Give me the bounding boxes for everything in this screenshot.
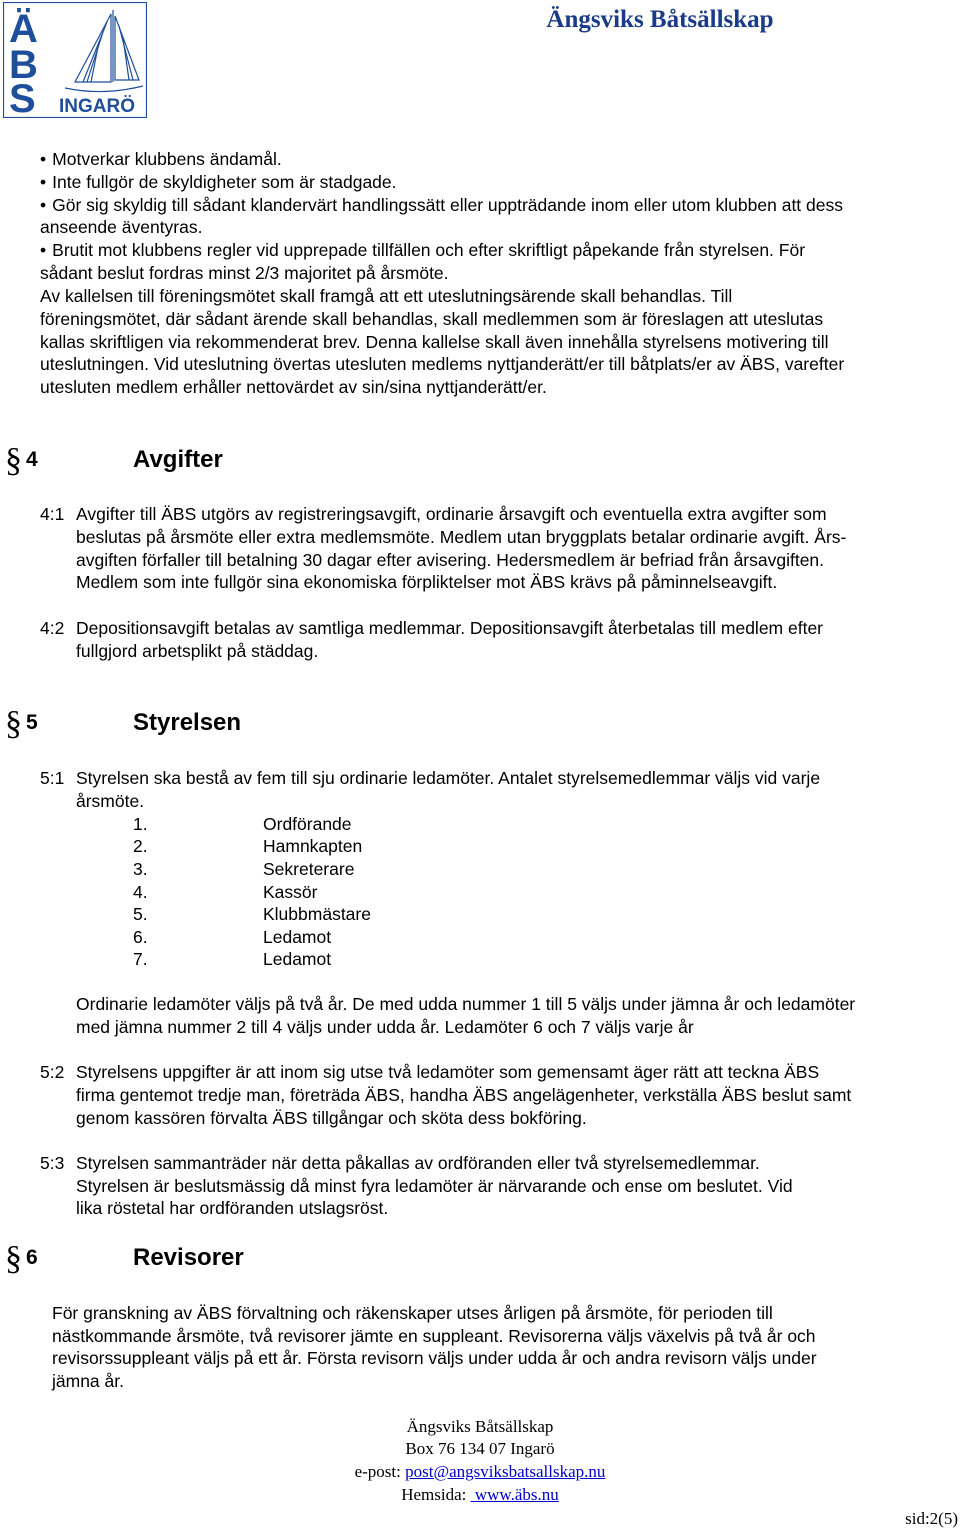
section-6-title: Revisorer <box>133 1244 244 1271</box>
footer-email-link[interactable]: post@angsviksbatsallskap.nu <box>405 1462 606 1481</box>
paragraph-line: jämna år. <box>52 1371 124 1391</box>
role-number: 7. <box>133 949 148 969</box>
bullet-continuation: anseende äventyras. <box>40 217 203 237</box>
footer-email-label: e-post: <box>354 1462 401 1481</box>
clause-line: avgiften förfaller till betalning 30 dagar efter avisering. Hedersmedlem är befriad från årsavgiften. <box>76 550 825 570</box>
clause-label: 5:3 <box>40 1153 65 1173</box>
header-title: Ängsviks Båtsällskap <box>546 6 774 33</box>
clause-line: fullgjord arbetsplikt på städdag. <box>76 641 319 661</box>
footer-address: Box 76 134 07 Ingarö <box>405 1439 555 1458</box>
role-name: Kassör <box>263 882 318 902</box>
bullet-item: • Inte fullgör de skyldigheter som är stadgade. <box>40 171 397 193</box>
logo-letter-a: Ä <box>9 7 38 51</box>
clause-line: Styrelsens uppgifter är att inom sig utse två ledamöter som gemensamt äger rätt att teckna ÄBS <box>76 1062 820 1082</box>
clause-line: genom kassören förvalta ÄBS tillgångar och sköta dess bokföring. <box>76 1108 587 1128</box>
clause-line: Styrelsen sammanträder när detta påkallas av ordföranden eller två styrelsemedlemmar. <box>76 1153 760 1173</box>
role-name: Klubbmästare <box>263 904 371 924</box>
page-number: sid:2(5) <box>905 1509 958 1528</box>
role-number: 1. <box>133 814 148 834</box>
section-4-title: Avgifter <box>133 446 223 473</box>
footer-web-label: Hemsida: <box>401 1485 467 1504</box>
clause-label: 4:2 <box>40 618 65 638</box>
clause-line: Medlem som inte fullgör sina ekonomiska förpliktelser mot ÄBS krävs på påminnelseavgift. <box>76 572 778 592</box>
role-name: Ledamot <box>263 949 332 969</box>
clause-line: lika röstetal har ordföranden utslagsröst. <box>76 1198 389 1218</box>
clause-label: 4:1 <box>40 504 65 524</box>
role-number: 4. <box>133 882 148 902</box>
role-number: 2. <box>133 836 148 856</box>
clause-label: 5:2 <box>40 1062 65 1082</box>
footer-web-row <box>0 1484 960 1506</box>
clause-line: beslutas på årsmöte eller extra medlemsmöte. Medlem utan bryggplats betalar ordinarie avgift. Års- <box>76 527 847 547</box>
clause-label: 5:1 <box>40 768 65 788</box>
section-6-number: 6 <box>26 1246 38 1269</box>
bullet-continuation: sådant beslut fordras minst 2/3 majoritet på årsmöte. <box>40 263 449 283</box>
paragraph-line: utesluten medlem erhåller nettovärdet av sin/sina nyttjanderätt/er. <box>40 377 547 397</box>
role-name: Sekreterare <box>263 859 355 879</box>
logo-text: INGARÖ <box>59 96 135 117</box>
footer-org: Ängsviks Båtsällskap <box>406 1417 554 1436</box>
paragraph-line: föreningsmötet, där sådant ärende skall behandlas, skall medlemmen som är föreslagen att uteslutas <box>40 309 824 329</box>
clause-line: Depositionsavgift betalas av samtliga medlemmar. Depositionsavgift återbetalas till medlem efter <box>76 618 824 638</box>
logo-graphic <box>3 2 147 118</box>
section-symbol: § <box>5 1240 22 1277</box>
logo-letter-s: S <box>9 77 36 118</box>
club-logo <box>3 2 147 118</box>
section-5-number: 5 <box>26 711 38 734</box>
paragraph-line: nästkommande årsmöte, två revisorer jämte en suppleant. Revisorerna väljs växelvis på två år och <box>52 1326 816 1346</box>
bullet-item: • Gör sig skyldig till sådant klandervärt handlingssätt eller uppträdande inom eller utom klubben att dess <box>40 194 843 216</box>
paragraph-line: revisorssuppleant väljs på ett år. Första revisorn väljs under udda år och andra revisorn väljs under <box>52 1348 817 1368</box>
paragraph-line: uteslutningen. Vid uteslutning övertas utesluten medlems nyttjanderätt/er till båtplats/er av ÄBS, varefter <box>40 354 845 374</box>
clause-line: Styrelsen ska bestå av fem till sju ordinarie ledamöter. Antalet styrelsemedlemmar väljs vid varje <box>76 768 821 788</box>
logo-letter-b: B <box>9 43 38 87</box>
role-number: 5. <box>133 904 148 924</box>
footer-email-row <box>0 1461 960 1483</box>
section-symbol: § <box>5 442 22 479</box>
section-5-title: Styrelsen <box>133 709 242 736</box>
paragraph-line: kallas skriftligen via rekommenderat brev. Denna kallelse skall även innehålla styrelsens motivering till <box>40 332 829 352</box>
clause-line: Ordinarie ledamöter väljs på två år. De med udda nummer 1 till 5 väljs under jämna år och ledamöter <box>76 994 856 1014</box>
clause-line: årsmöte. <box>76 791 145 811</box>
role-number: 6. <box>133 927 148 947</box>
clause-line: med jämna nummer 2 till 4 väljs under udda år. Ledamöter 6 och 7 väljs varje år <box>76 1017 694 1037</box>
role-number: 3. <box>133 859 148 879</box>
clause-line: firma gentemot tredje man, företräda ÄBS, handha ÄBS angelägenheter, verkställa ÄBS beslut samt <box>76 1085 852 1105</box>
footer-web-link[interactable]: www.äbs.nu <box>470 1485 559 1504</box>
paragraph-line: För granskning av ÄBS förvaltning och räkenskaper utses årligen på årsmöte, för perioden till <box>52 1303 773 1323</box>
clause-line: Styrelsen är beslutsmässig då minst fyra ledamöter är närvarande och ense om beslutet. Vid <box>76 1176 793 1196</box>
section-symbol: § <box>5 705 22 742</box>
section-4-number: 4 <box>26 448 38 471</box>
clause-line: Avgifter till ÄBS utgörs av registreringsavgift, ordinarie årsavgift och eventuella extra avgifter som <box>76 504 827 524</box>
role-name: Hamnkapten <box>263 836 363 856</box>
bullet-item: • Motverkar klubbens ändamål. <box>40 148 282 170</box>
bullet-item: • Brutit mot klubbens regler vid upprepade tillfällen och efter skriftligt påpekande från styrelsen. För <box>40 239 805 261</box>
paragraph-line: Av kallelsen till föreningsmötet skall framgå att ett uteslutningsärende skall behandlas. Till <box>40 286 733 306</box>
role-name: Ledamot <box>263 927 332 947</box>
role-name: Ordförande <box>263 814 352 834</box>
